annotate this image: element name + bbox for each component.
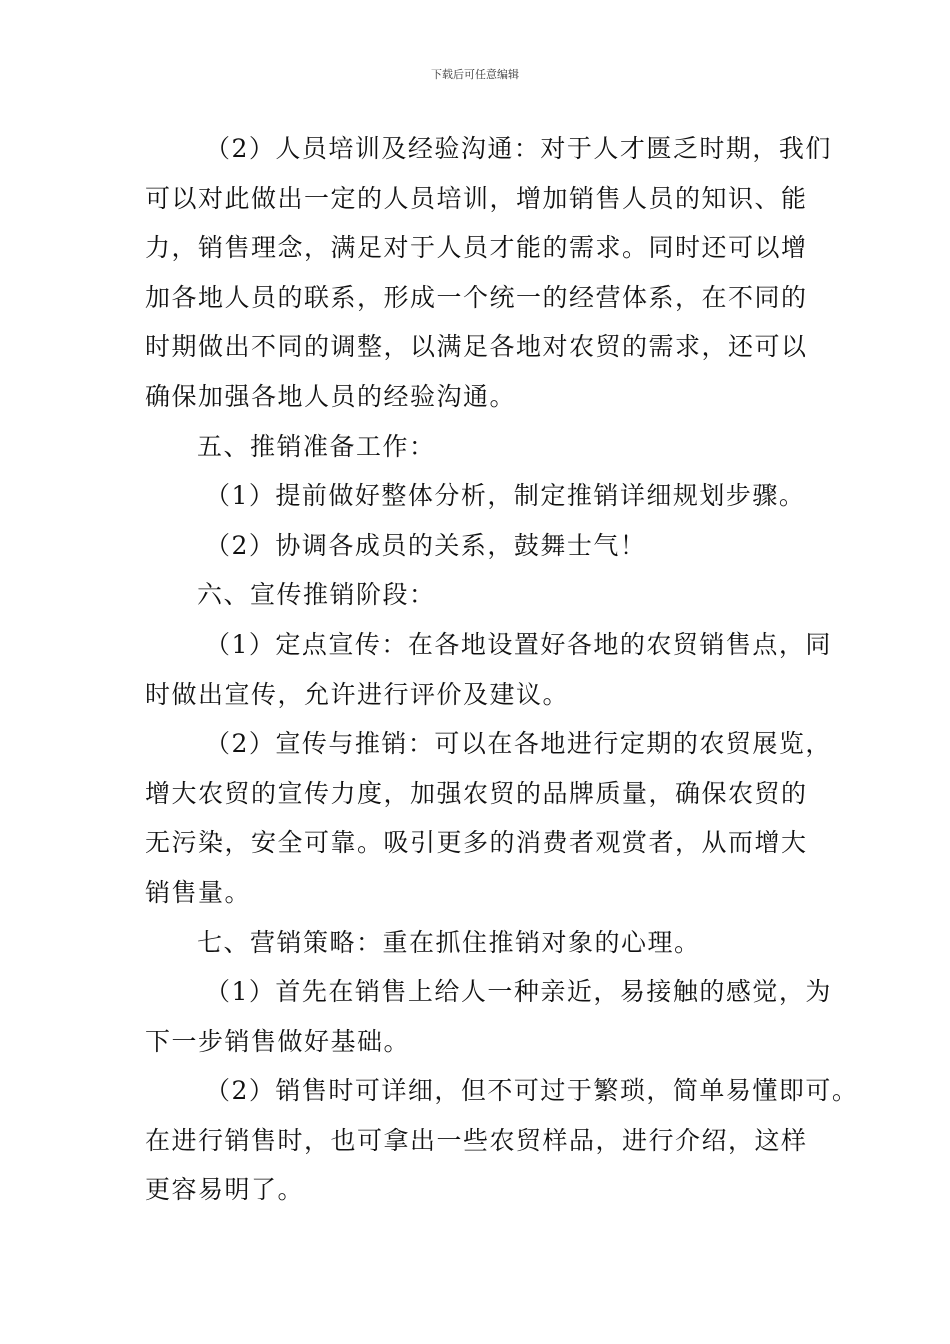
text-line: （2）宣传与推销：可以在各地进行定期的农贸展览， [205,729,832,759]
text-line: 销售量。 [145,877,252,907]
section-heading: 六、宣传推销阶段： [197,580,436,610]
page-header: 下载后可任意编辑 [431,68,519,81]
text-line: 力，销售理念，满足对于人员才能的需求。同时还可以增 [145,233,808,263]
text-line: 增大农贸的宣传力度，加强农贸的品牌质量，确保农贸的 [145,778,808,808]
text-line: 确保加强各地人员的经验沟通。 [145,381,517,411]
document-body [145,124,859,1215]
text-line: 时做出宣传，允许进行评价及建议。 [145,679,570,709]
text-line: （2）人员培训及经验沟通：对于人才匮乏时期，我们 [205,134,832,163]
text-line: （1）提前做好整体分析，制定推销详细规划步骤。 [205,481,806,511]
text-line: 在进行销售时，也可拿出一些农贸样品，进行介绍，这样 [145,1125,808,1155]
text-line: 无污染，安全可靠。吸引更多的消费者观赏者，从而增大 [145,828,808,858]
text-line: （1）定点宣传：在各地设置好各地的农贸销售点，同 [205,629,832,659]
section-heading: 五、推销准备工作： [197,431,436,461]
text-line: 加各地人员的联系，形成一个统一的经营体系，在不同的 [145,282,808,312]
text-line: 下一步销售做好基础。 [145,1026,411,1056]
text-line: （2）协调各成员的关系，鼓舞士气！ [205,530,647,560]
text-line: 时期做出不同的调整，以满足各地对农贸的需求，还可以 [145,332,808,362]
text-line: 可以对此做出一定的人员培训，增加销售人员的知识、能 [145,183,808,213]
text-line: （2）销售时可详细，但不可过于繁琐，简单易懂即可。 [205,1076,859,1106]
text-line: 更容易明了。 [145,1175,305,1205]
section-heading: 七、营销策略：重在抓住推销对象的心理。 [197,927,701,957]
text-line: （1）首先在销售上给人一种亲近，易接触的感觉，为 [205,977,832,1007]
